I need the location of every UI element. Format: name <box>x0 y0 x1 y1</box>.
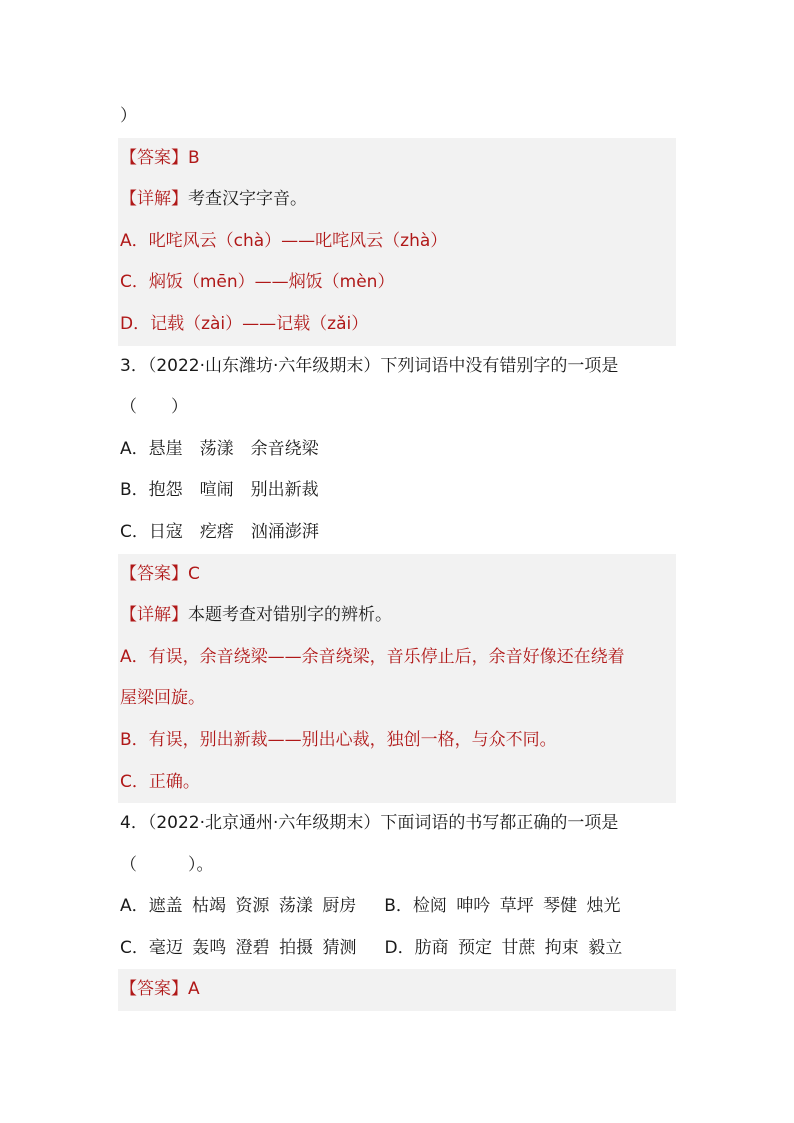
question-4-option-a: A．遮盖 枯竭 资源 荡漾 厨房 <box>120 896 357 917</box>
detail-tag: 【详解】 <box>120 189 188 210</box>
detail-line-q2 <box>118 179 676 221</box>
detail-line-q3 <box>118 595 676 637</box>
question-4-stem: 4．（2022·北京通州·六年级期末）下面词语的书写都正确的一项是 <box>120 813 619 834</box>
answer-tag: 【答案】 <box>120 979 188 1000</box>
question-4-option-b: B．检阅 呻吟 草坪 琴健 烛光 <box>384 896 621 917</box>
answer-line-q3 <box>118 554 676 596</box>
answer-tag: 【答案】 <box>120 563 188 584</box>
question-3-option-b: B．抱怨 喧闹 别出新裁 <box>120 480 319 501</box>
document-page <box>118 96 676 1011</box>
question-4-options-ab <box>118 886 676 928</box>
question-4-option-d: D．肪商 预定 甘蔗 拘束 毅立 <box>384 937 623 958</box>
detail-tag: 【详解】 <box>120 605 188 626</box>
question-3-blank: （ ） <box>120 397 188 418</box>
explanation-b: B．有误，别出新裁——别出心裁，独创一格，与众不同。 <box>118 720 676 762</box>
explanation-d: D．记载（zài）——记载（zǎi） <box>118 304 676 346</box>
question-3-stem: 3．（2022·山东潍坊·六年级期末）下列词语中没有错别字的一项是 <box>120 355 619 376</box>
answer-value: A <box>188 979 200 1000</box>
explanation-c: C．正确。 <box>118 762 676 804</box>
explanation-a-line1: A．有误，余音绕梁——余音绕梁，音乐停止后，余音好像还在绕着 <box>118 637 676 679</box>
explanation-a: A．叱咤风云（chà）——叱咤风云（zhà） <box>118 221 676 263</box>
explanation-a-line2: 屋梁回旋。 <box>118 678 676 720</box>
detail-text: 考查汉字字音。 <box>188 189 307 210</box>
question-4-options-cd <box>118 928 676 970</box>
question-3-option-c: C．日寇 疙瘩 汹涌澎湃 <box>120 521 319 542</box>
detail-text: 本题考查对错别字的辨析。 <box>188 605 392 626</box>
explanation-c: C．焖饭（mēn）——焖饭（mèn） <box>118 262 676 304</box>
answer-line-q4 <box>118 969 676 1011</box>
prev-question-tail: ） <box>120 106 137 126</box>
answer-value: C <box>188 563 200 584</box>
answer-line-q2 <box>118 138 676 180</box>
question-4-blank: （ ）。 <box>120 854 214 875</box>
question-4-option-c: C．毫迈 轰鸣 澄碧 拍摄 猜测 <box>120 937 357 958</box>
question-3-option-a: A．悬崖 荡漾 余音绕梁 <box>120 438 319 459</box>
answer-tag: 【答案】 <box>120 147 188 168</box>
answer-value: B <box>188 147 200 168</box>
